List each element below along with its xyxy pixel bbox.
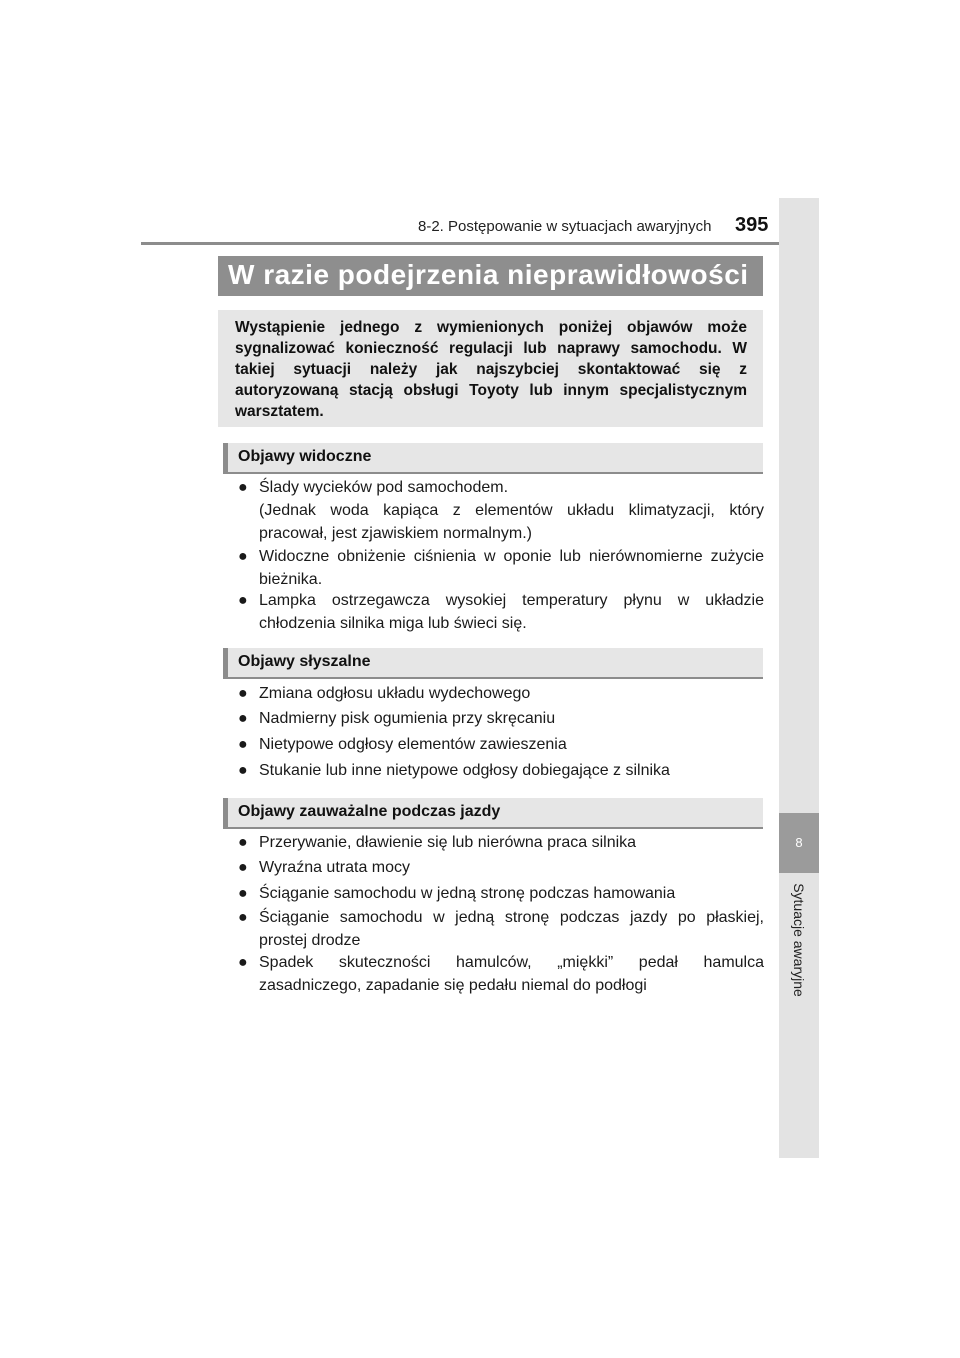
side-thumb-strip (779, 198, 819, 1158)
list-item-text: Stukanie lub inne nietypowe odgłosy dobiegające z silnika (259, 762, 670, 779)
bullet-icon: ● (238, 954, 248, 971)
page-title-bar (218, 256, 763, 296)
list-item (238, 856, 764, 879)
list-item-text: Przerywanie, dławienie się lub nierówna praca silnika (259, 834, 637, 851)
section-title: Objawy zauważalne podczas jazdy (238, 803, 501, 820)
list-item (238, 707, 764, 730)
page-title: W razie podejrzenia nieprawidłowości (228, 259, 749, 290)
list-item-text: Ściąganie samochodu w jedną stronę podczas hamowania (259, 885, 676, 902)
bullet-icon: ● (238, 834, 248, 851)
bullet-icon: ● (238, 762, 248, 779)
list-item (238, 831, 764, 854)
list-item-text: Zmiana odgłosu układu wydechowego (259, 685, 531, 702)
list-item-text: Spadek skuteczności hamulców, „miękki” pedał hamulca zasadniczego, zapadanie się pedału niemal do podłogi (259, 954, 764, 994)
section-header (223, 443, 763, 474)
list-item (238, 906, 764, 952)
list-item (238, 476, 764, 545)
bullet-icon: ● (238, 548, 248, 565)
list-item-text: Nietypowe odgłosy elementów zawieszenia (259, 736, 567, 753)
chapter-label: Sytuacje awaryjne (791, 883, 807, 997)
section-path: 8-2. Postępowanie w sytuacjach awaryjnych (418, 218, 712, 235)
bullet-icon: ● (238, 859, 248, 876)
list-item-text: Widoczne obniżenie ciśnienia w oponie lub nierównomierne zużycie bieżnika. (259, 548, 764, 588)
header-divider (141, 242, 819, 245)
section-title: Objawy widoczne (238, 448, 372, 465)
list-item (238, 545, 764, 591)
list-item (238, 682, 764, 705)
section-header (223, 648, 763, 679)
bullet-icon: ● (238, 710, 248, 727)
list-item (238, 759, 764, 782)
list-item (238, 882, 764, 905)
section-header (223, 798, 763, 829)
chapter-tab: 8 (779, 813, 819, 873)
bullet-icon: ● (238, 592, 248, 609)
bullet-icon: ● (238, 909, 248, 926)
section-title: Objawy słyszalne (238, 653, 371, 670)
intro-text: Wystąpienie jednego z wymienionych poniżej objawów może sygnalizować konieczność regulacji lub naprawy samochodu. W takiej sytuacji należy jak najszybciej skontaktować się z autoryzowaną stacją obsługi Toyoty lub innym specjalistycznym warsztatem. (235, 319, 747, 420)
list-item-text: Wyraźna utrata mocy (259, 859, 411, 876)
list-item-text: Nadmierny pisk ogumienia przy skręcaniu (259, 710, 556, 727)
list-item (238, 733, 764, 756)
bullet-icon: ● (238, 685, 248, 702)
page-number: 395 (735, 214, 769, 236)
bullet-icon: ● (238, 736, 248, 753)
list-item-text: Ściąganie samochodu w jedną stronę podczas jazdy po płaskiej, prostej drodze (259, 909, 764, 949)
list-item-text: Ślady wycieków pod samochodem. (Jednak woda kapiąca z elementów układu klimatyzacji, który pracował, jest zjawiskiem normalnym.) (259, 479, 764, 542)
bullet-icon: ● (238, 885, 248, 902)
list-item (238, 951, 764, 997)
list-item-text: Lampka ostrzegawcza wysokiej temperatury płynu w układzie chłodzenia silnika miga lub świeci się. (259, 592, 764, 632)
bullet-icon: ● (238, 479, 248, 496)
intro-box (218, 310, 763, 427)
list-item (238, 589, 764, 635)
